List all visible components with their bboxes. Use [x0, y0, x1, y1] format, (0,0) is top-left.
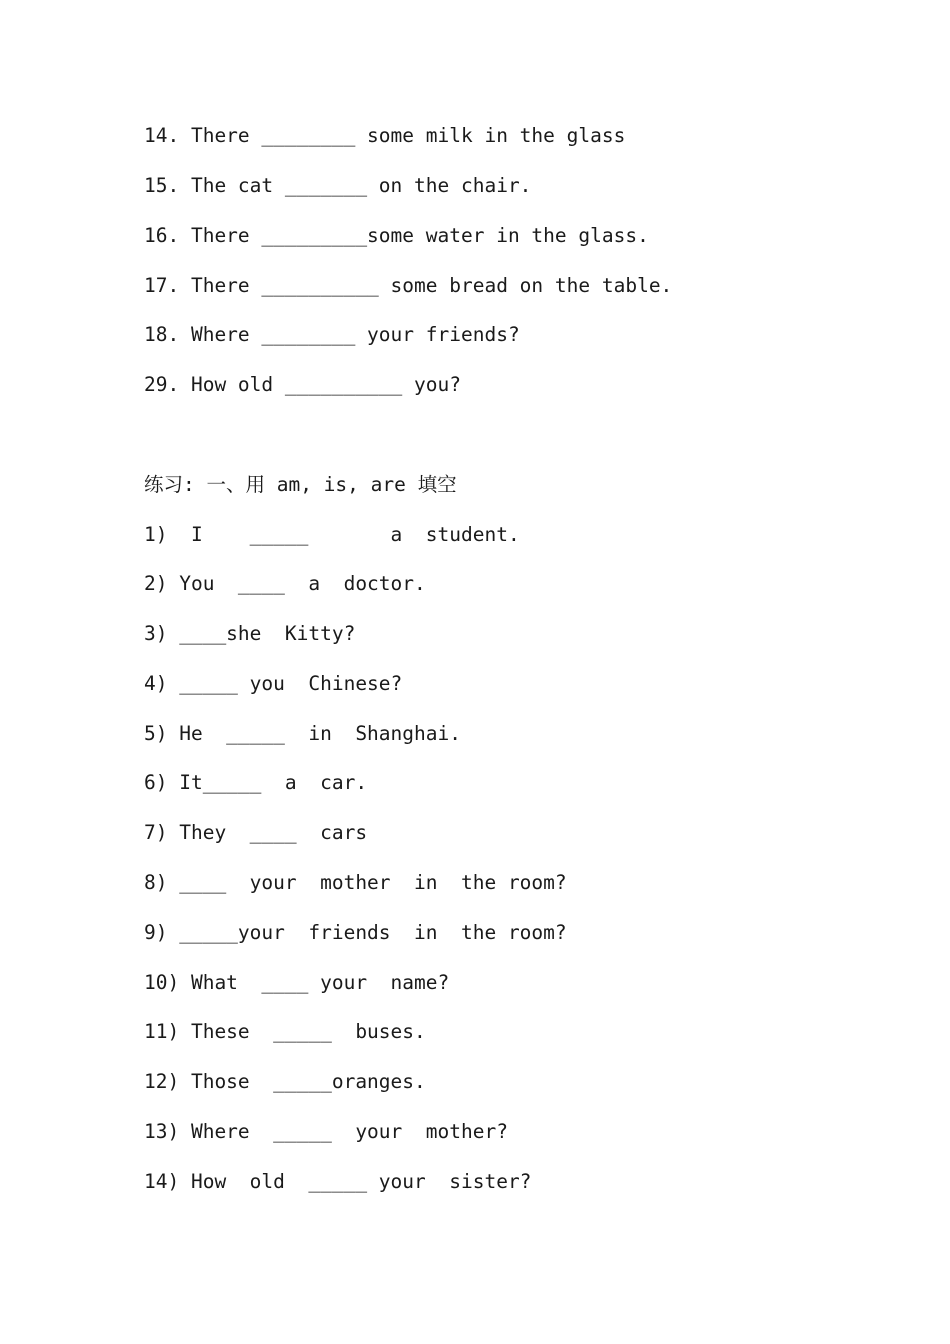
practice-line-14: 14) How old _____ your sister?: [144, 1170, 532, 1193]
exercise-line-14: 14. There ________ some milk in the glass: [144, 124, 626, 147]
practice-line-10: 10) What ____ your name?: [144, 971, 450, 994]
practice-line-3: 3) ____she Kitty?: [144, 622, 356, 645]
practice-line-1: 1) I _____ a student.: [144, 523, 520, 546]
exercise-line-18: 18. Where ________ your friends?: [144, 323, 520, 346]
exercise-line-15: 15. The cat _______ on the chair.: [144, 174, 532, 197]
exercise-line-16: 16. There _________some water in the glass.: [144, 224, 649, 247]
practice-line-11: 11) These _____ buses.: [144, 1020, 426, 1043]
exercise-line-29: 29. How old __________ you?: [144, 373, 461, 396]
practice-line-2: 2) You ____ a doctor.: [144, 572, 426, 595]
practice-line-8: 8) ____ your mother in the room?: [144, 871, 567, 894]
practice-line-6: 6) It_____ a car.: [144, 771, 368, 794]
exercise-line-17: 17. There __________ some bread on the table.: [144, 274, 673, 297]
practice-line-12: 12) Those _____oranges.: [144, 1070, 426, 1093]
practice-line-7: 7) They ____ cars: [144, 821, 368, 844]
practice-line-4: 4) _____ you Chinese?: [144, 672, 403, 695]
practice-heading: 练习: 一、用 am, is, are 填空: [144, 473, 457, 496]
practice-line-9: 9) _____your friends in the room?: [144, 921, 567, 944]
practice-line-5: 5) He _____ in Shanghai.: [144, 722, 461, 745]
practice-line-13: 13) Where _____ your mother?: [144, 1120, 508, 1143]
